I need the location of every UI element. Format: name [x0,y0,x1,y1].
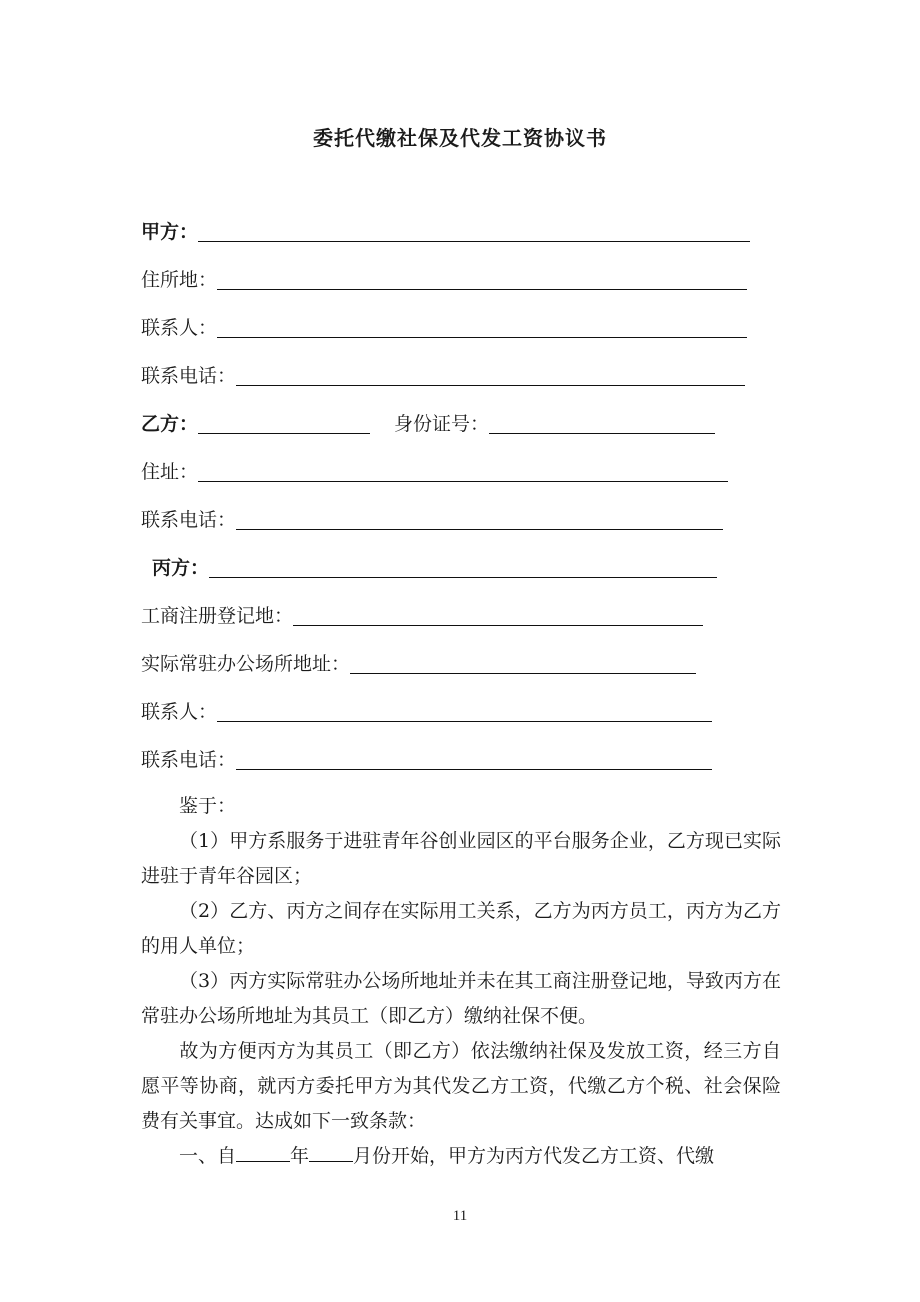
party-a-phone-row [141,362,745,388]
party-a-phone-field[interactable] [236,365,745,386]
party-a-address-label: 住所地： [141,269,218,291]
party-c-contact-row [141,698,712,724]
party-c-name-label: 丙方： [152,557,210,579]
clause-1-rest: 月份开始，甲方为丙方代发乙方工资、代缴 [353,1145,715,1167]
party-c-office-label: 实际常驻办公场所地址： [141,653,351,675]
party-b-name-row [141,410,715,436]
party-c-name-field[interactable] [209,557,717,578]
clause-1 [141,1139,781,1174]
paragraph-1 [141,824,781,894]
paragraph-2-text: （2）乙方、丙方之间存在实际用工关系，乙方为丙方员工，丙方为乙方的用人单位； [141,900,781,957]
party-b-name-label: 乙方： [141,413,199,435]
party-b-id-label: 身份证号： [394,413,490,435]
party-c-reg-row [141,602,703,628]
party-a-contact-field[interactable] [217,317,747,338]
party-a-address-row [141,266,747,292]
paragraph-4 [141,1034,781,1139]
paragraph-2 [141,894,781,964]
party-c-phone-field[interactable] [236,749,712,770]
party-c-reg-label: 工商注册登记地： [141,605,294,627]
party-b-address-field[interactable] [198,461,728,482]
year-blank[interactable] [236,1141,290,1162]
clause-1-prefix: 一、自 [179,1145,237,1167]
party-a-contact-row [141,314,747,340]
party-a-name-label: 甲方： [141,221,199,243]
paragraph-4-text: 故为方便丙方为其员工（即乙方）依法缴纳社保及发放工资，经三方自愿平等协商，就丙方委托甲方为其代发乙方工资，代缴乙方个税、社会保险费有关事宜。达成如下一致条款： [141,1040,781,1132]
party-b-phone-label: 联系电话： [141,509,237,531]
whereas-heading [141,789,781,824]
paragraph-3 [141,964,781,1034]
party-c-office-row [141,650,696,676]
party-a-phone-label: 联系电话： [141,365,237,387]
party-c-reg-field[interactable] [293,605,703,626]
party-a-address-field[interactable] [217,269,747,290]
party-c-contact-field[interactable] [217,701,712,722]
party-b-phone-field[interactable] [236,509,723,530]
party-a-name-row [141,218,750,244]
party-c-phone-row [141,746,712,772]
party-a-name-field[interactable] [198,221,750,242]
paragraph-3-text: （3）丙方实际常驻办公场所地址并未在其工商注册登记地，导致丙方在常驻办公场所地址为其员工（即乙方）缴纳社保不便。 [141,970,781,1027]
party-c-office-field[interactable] [350,653,696,674]
document-title: 委托代缴社保及代发工资协议书 [313,126,607,150]
party-b-address-row [141,458,728,484]
party-b-id-field[interactable] [489,413,715,434]
whereas-text: 鉴于： [179,795,237,817]
party-b-name-field[interactable] [198,413,370,434]
party-c-name-row [152,554,717,580]
month-blank[interactable] [309,1141,353,1162]
clause-1-year-label: 年 [290,1145,310,1167]
paragraph-1-text: （1）甲方系服务于进驻青年谷创业园区的平台服务企业，乙方现已实际进驻于青年谷园区； [141,830,781,887]
party-b-address-label: 住址： [141,461,199,483]
party-b-phone-row [141,506,723,532]
page-number: 11 [452,1208,468,1224]
party-c-phone-label: 联系电话： [141,749,237,771]
party-a-contact-label: 联系人： [141,317,218,339]
party-c-contact-label: 联系人： [141,701,218,723]
